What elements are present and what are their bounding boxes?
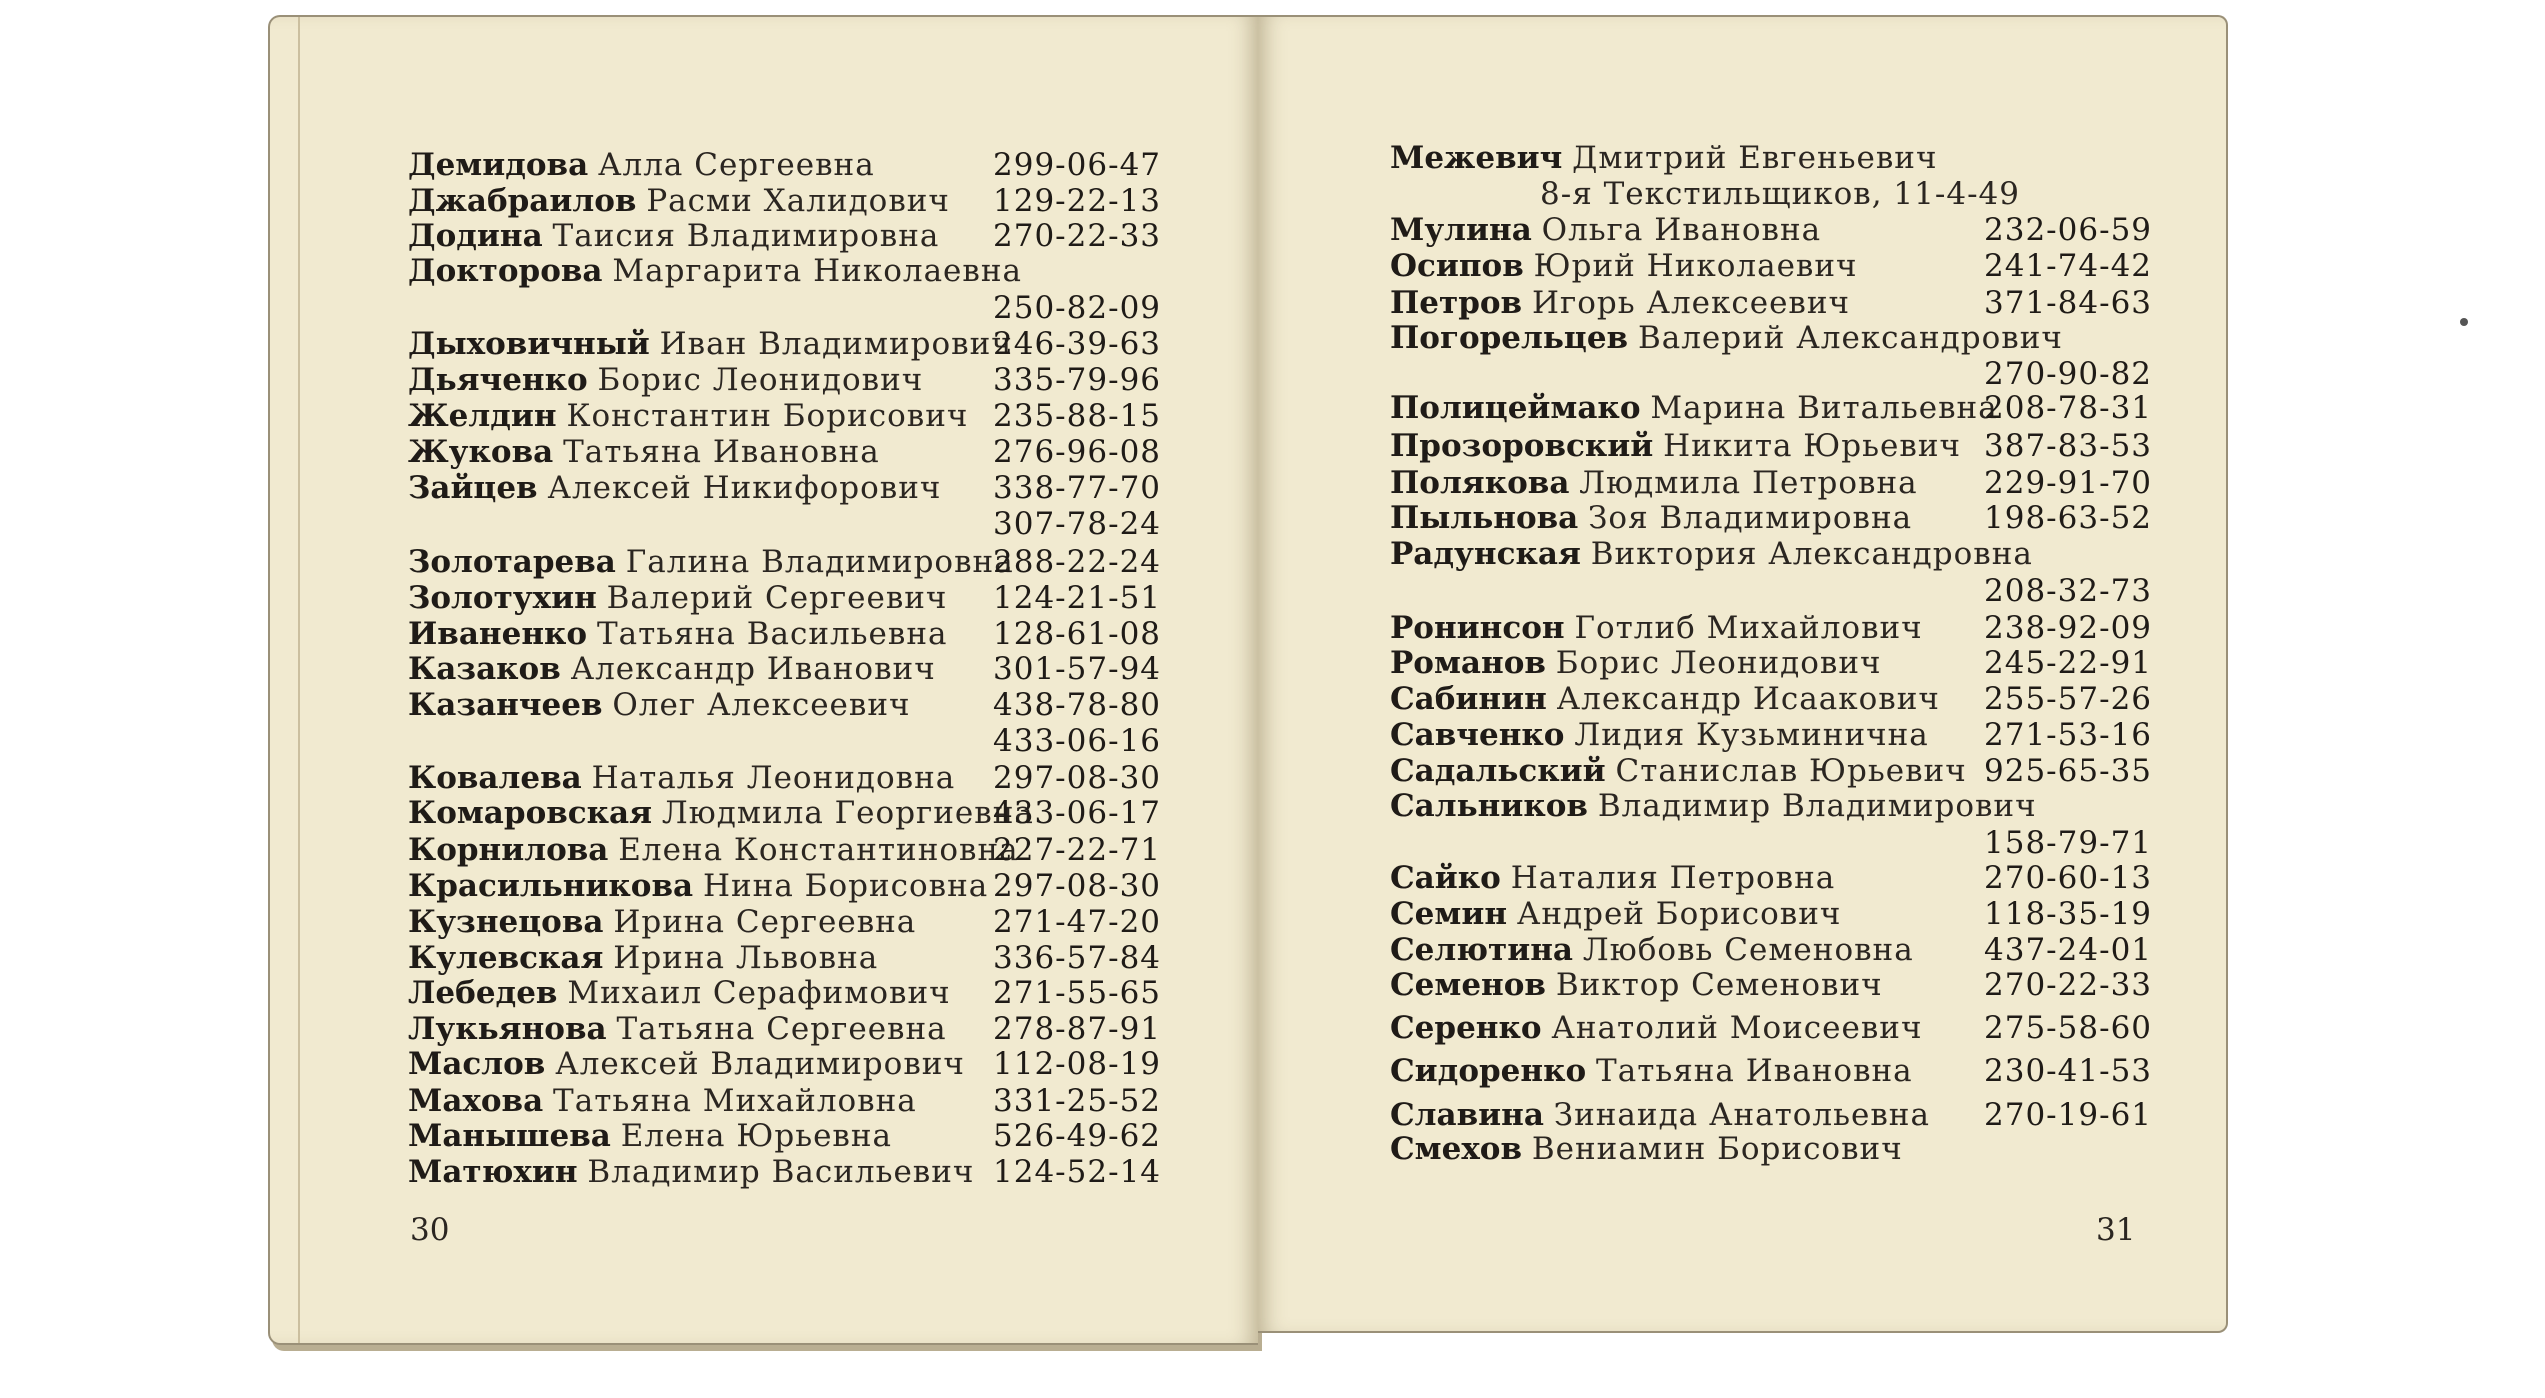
entry-surname: Радунская	[1390, 536, 1581, 572]
directory-entry	[408, 217, 939, 255]
directory-entry	[408, 252, 1022, 290]
entry-given-name: Наталия Петровна	[1510, 860, 1836, 896]
entry-surname: Семенов	[1390, 967, 1546, 1003]
entry-given-name: Константин Борисович	[566, 398, 969, 434]
entry-phone-number: 278-87-91	[993, 1011, 1162, 1047]
entry-surname: Романов	[1390, 645, 1546, 681]
paper-speck	[2460, 318, 2468, 326]
entry-phone-number: 336-57-84	[993, 940, 1162, 976]
directory-entry	[1390, 319, 2063, 357]
entry-surname: Савченко	[1390, 717, 1565, 753]
entry-phone-number: 271-47-20	[993, 904, 1162, 940]
entry-surname: Красильникова	[408, 868, 694, 904]
entry-phone-number: 229-91-70	[1984, 465, 2153, 501]
entry-given-name: Борис Леонидович	[597, 362, 924, 398]
entry-given-name: Зинаида Анатольевна	[1553, 1097, 1930, 1133]
directory-entry	[408, 397, 968, 435]
directory-entry	[1390, 716, 1929, 754]
entry-surname: Сайко	[1390, 860, 1501, 896]
entry-surname: Смехов	[1390, 1131, 1523, 1167]
entry-given-name: Таисия Владимировна	[552, 218, 940, 254]
entry-surname: Лебедев	[408, 975, 558, 1011]
entry-phone-number: 437-24-01	[1984, 932, 2153, 968]
directory-entry	[1390, 895, 1841, 933]
entry-phone-number: 433-06-16	[993, 723, 1162, 759]
entry-surname: Прозоровский	[1390, 428, 1654, 464]
entry-surname: Межевич	[1390, 140, 1563, 176]
entry-given-name: Никита Юрьевич	[1663, 428, 1961, 464]
directory-entry	[408, 325, 1013, 363]
directory-entry	[408, 939, 878, 977]
entry-phone-number: 232-06-59	[1984, 212, 2153, 248]
entry-given-name: Михаил Серафимович	[567, 975, 951, 1011]
entry-surname: Желдин	[408, 398, 557, 434]
entry-surname: Кулевская	[408, 940, 604, 976]
entry-phone-number: 288-22-24	[993, 544, 1162, 580]
directory-entry	[408, 759, 955, 797]
directory-entry	[1390, 211, 1821, 249]
entry-phone-number: 128-61-08	[993, 616, 1162, 652]
entry-given-name: Людмила Петровна	[1579, 465, 1918, 501]
entry-given-name: Татьяна Ивановна	[1596, 1053, 1913, 1089]
entry-given-name: Марина Витальевна	[1650, 390, 1998, 426]
directory-entry	[1390, 1096, 1930, 1134]
entry-phone-number: 208-78-31	[1984, 390, 2153, 426]
entry-surname: Манышева	[408, 1118, 611, 1154]
entry-given-name: Юрий Николаевич	[1533, 248, 1858, 284]
entry-surname: Дыховичный	[408, 326, 650, 362]
directory-entry	[408, 1082, 917, 1120]
entry-phone-number: 925-65-35	[1984, 753, 2153, 789]
entry-given-name: Наталья Леонидовна	[591, 760, 956, 796]
entry-given-name: Александр Исаакович	[1556, 681, 1940, 717]
directory-entry	[1540, 175, 2020, 213]
directory-entry	[1390, 966, 1883, 1004]
entry-surname: Казаков	[408, 651, 561, 687]
entry-surname: Комаровская	[408, 795, 653, 831]
entry-surname: Сабинин	[1390, 681, 1547, 717]
entry-surname: Демидова	[408, 147, 589, 183]
entry-given-name: Игорь Алексеевич	[1531, 285, 1851, 321]
entry-given-name: Любовь Семеновна	[1582, 932, 1914, 968]
entry-given-name: Елена Юрьевна	[620, 1118, 893, 1154]
entry-phone-number: 112-08-19	[993, 1046, 1162, 1082]
entry-surname: Матюхин	[408, 1154, 578, 1190]
entry-surname: Маслов	[408, 1046, 546, 1082]
entry-surname: Джабраилов	[408, 183, 637, 219]
entry-surname: Сидоренко	[1390, 1053, 1587, 1089]
directory-entry	[408, 146, 875, 184]
entry-given-name: Алла Сергеевна	[598, 147, 875, 183]
entry-given-name: Станислав Юрьевич	[1615, 753, 1967, 789]
entry-phone-number: 270-22-33	[1984, 967, 2153, 1003]
entry-given-name: Владимир Васильевич	[587, 1154, 975, 1190]
directory-entry	[1390, 1052, 1913, 1090]
entry-surname: Садальский	[1390, 753, 1606, 789]
entry-surname: Славина	[1390, 1097, 1544, 1133]
directory-entry	[408, 543, 1014, 581]
entry-phone-number: 129-22-13	[993, 183, 1162, 219]
entry-phone-number: 118-35-19	[1984, 896, 2153, 932]
entry-phone-number: 438-78-80	[993, 687, 1162, 723]
directory-entry	[1390, 464, 1918, 502]
entry-phone-number: 270-90-82	[1984, 356, 2153, 392]
entry-given-name: Алексей Владимирович	[555, 1046, 965, 1082]
directory-entry	[1390, 609, 1923, 647]
entry-given-name: Ирина Сергеевна	[613, 904, 917, 940]
entry-phone-number: 198-63-52	[1984, 500, 2153, 536]
entry-surname: Ронинсон	[1390, 610, 1565, 646]
entry-surname: Зайцев	[408, 470, 538, 506]
entry-surname: Ковалева	[408, 760, 582, 796]
entry-phone-number: 208-32-73	[1984, 573, 2153, 609]
entry-phone-number: 301-57-94	[993, 651, 1162, 687]
entry-surname: Серенко	[1390, 1010, 1542, 1046]
page-edge-line	[298, 17, 300, 1343]
entry-given-name: Маргарита Николаевна	[612, 253, 1022, 289]
page-number-left: 30	[410, 1212, 450, 1248]
entry-phone-number: 270-19-61	[1984, 1097, 2153, 1133]
directory-entry	[1390, 499, 1912, 537]
entry-phone-number: 276-96-08	[993, 434, 1162, 470]
entry-given-name: Расми Халидович	[646, 183, 950, 219]
entry-surname: Кузнецова	[408, 904, 604, 940]
directory-entry	[1390, 1130, 1903, 1168]
directory-entry	[408, 469, 941, 507]
directory-entry	[408, 1010, 947, 1048]
entry-given-name: Елена Константиновна	[618, 832, 1019, 868]
entry-surname: Селютина	[1390, 932, 1574, 968]
entry-surname: Корнилова	[408, 832, 609, 868]
entry-phone-number: 245-22-91	[1984, 645, 2153, 681]
entry-surname: Иваненко	[408, 616, 588, 652]
entry-phone-number: 271-55-65	[993, 975, 1162, 1011]
entry-given-name: Людмила Георгиевна	[661, 795, 1034, 831]
entry-phone-number: 230-41-53	[1984, 1053, 2153, 1089]
directory-entry	[408, 974, 951, 1012]
entry-given-name: Виктория Александровна	[1590, 536, 2033, 572]
directory-entry	[1390, 247, 1858, 285]
entry-phone-number: 250-82-09	[993, 290, 1162, 326]
directory-entry	[408, 433, 880, 471]
entry-phone-number: 124-52-14	[993, 1154, 1162, 1190]
entry-phone-number: 270-60-13	[1984, 860, 2153, 896]
entry-phone-number: 255-57-26	[1984, 681, 2153, 717]
left-page	[268, 15, 1258, 1345]
entry-given-name: Андрей Борисович	[1516, 896, 1842, 932]
directory-entry	[1390, 1009, 1922, 1047]
entry-phone-number: 335-79-96	[993, 362, 1162, 398]
entry-given-name: Вениамин Борисович	[1531, 1131, 1903, 1167]
entry-given-name: Владимир Владимирович	[1597, 788, 2037, 824]
directory-entry	[1390, 931, 1914, 969]
entry-given-name: Иван Владимирович	[659, 326, 1013, 362]
entry-phone-number: 387-83-53	[1984, 428, 2153, 464]
entry-phone-number: 270-22-33	[993, 218, 1162, 254]
entry-phone-number: 526-49-62	[993, 1118, 1162, 1154]
directory-entry	[408, 794, 1034, 832]
entry-phone-number: 371-84-63	[1984, 285, 2153, 321]
directory-entry	[408, 182, 950, 220]
entry-phone-number: 238-92-09	[1984, 610, 2153, 646]
right-page	[1258, 15, 2228, 1333]
entry-given-name: Александр Иванович	[570, 651, 936, 687]
entry-surname: Жукова	[408, 434, 554, 470]
entry-given-name: Татьяна Ивановна	[563, 434, 880, 470]
entry-surname: Пыльнова	[1390, 500, 1579, 536]
entry-surname: Петров	[1390, 285, 1523, 321]
entry-phone-number: 338-77-70	[993, 470, 1162, 506]
entry-phone-number: 124-21-51	[993, 580, 1162, 616]
entry-given-name: Валерий Сергеевич	[606, 580, 948, 616]
entry-surname: Полицеймако	[1390, 390, 1641, 426]
entry-phone-number: 241-74-42	[1984, 248, 2153, 284]
entry-given-name: Виктор Семенович	[1555, 967, 1883, 1003]
entry-surname: Мулина	[1390, 212, 1532, 248]
entry-given-name: Татьяна Васильевна	[596, 616, 948, 652]
entry-surname: Осипов	[1390, 248, 1524, 284]
directory-entry	[408, 361, 923, 399]
entry-phone-number: 275-58-60	[1984, 1010, 2153, 1046]
directory-entry	[408, 903, 916, 941]
entry-phone-number: 307-78-24	[993, 506, 1162, 542]
directory-entry	[1390, 752, 1967, 790]
entry-surname: Дьяченко	[408, 362, 588, 398]
entry-surname: Лукьянова	[408, 1011, 607, 1047]
directory-entry	[1390, 427, 1961, 465]
entry-phone-number: 227-22-71	[993, 832, 1162, 868]
entry-given-name: Алексей Никифорович	[547, 470, 942, 506]
page-number-right: 31	[2096, 1212, 2136, 1248]
entry-surname: Семин	[1390, 896, 1508, 932]
entry-surname: Додина	[408, 218, 543, 254]
directory-entry	[408, 867, 988, 905]
entry-surname: Полякова	[1390, 465, 1570, 501]
entry-phone-number: 433-06-17	[993, 795, 1162, 831]
directory-entry	[408, 650, 936, 688]
entry-given-name: Татьяна Сергеевна	[616, 1011, 947, 1047]
entry-surname: Сальников	[1390, 788, 1588, 824]
entry-given-name: Валерий Александрович	[1637, 320, 2063, 356]
directory-entry	[1390, 139, 1937, 177]
entry-given-name: Татьяна Михайловна	[553, 1083, 917, 1119]
directory-entry	[408, 579, 947, 617]
entry-given-name: Борис Леонидович	[1555, 645, 1882, 681]
entry-surname: Погорельцев	[1390, 320, 1629, 356]
entry-phone-number: 331-25-52	[993, 1083, 1162, 1119]
entry-phone-number: 158-79-71	[1984, 825, 2153, 861]
entry-given-name: Зоя Владимировна	[1588, 500, 1913, 536]
directory-entry	[1390, 389, 1998, 427]
entry-surname: Золотухин	[408, 580, 597, 616]
directory-entry	[408, 1045, 965, 1083]
entry-given-name: Ирина Львовна	[613, 940, 879, 976]
directory-entry	[408, 686, 911, 724]
entry-given-name: Ольга Ивановна	[1541, 212, 1822, 248]
entry-surname: Махова	[408, 1083, 544, 1119]
entry-given-name: Галина Владимировна	[625, 544, 1014, 580]
entry-surname: Докторова	[408, 253, 603, 289]
directory-entry	[408, 831, 1019, 869]
directory-entry	[408, 1153, 974, 1191]
entry-phone-number: 246-39-63	[993, 326, 1162, 362]
entry-phone-number: 235-88-15	[993, 398, 1162, 434]
entry-phone-number: 299-06-47	[993, 147, 1162, 183]
entry-surname: Казанчеев	[408, 687, 603, 723]
entry-given-name: Готлиб Михайлович	[1574, 610, 1923, 646]
entry-given-name: Анатолий Моисеевич	[1551, 1010, 1923, 1046]
directory-entry	[1390, 644, 1882, 682]
directory-entry	[408, 1117, 892, 1155]
entry-given-name: Лидия Кузьминична	[1574, 717, 1929, 753]
entry-phone-number: 297-08-30	[993, 760, 1162, 796]
entry-given-name: Дмитрий Евгеньевич	[1572, 140, 1938, 176]
directory-entry	[1390, 859, 1835, 897]
directory-entry	[1390, 284, 1850, 322]
entry-surname: Золотарева	[408, 544, 616, 580]
directory-entry	[1390, 680, 1940, 718]
directory-entry	[1390, 787, 2037, 825]
phone-directory-booklet	[268, 15, 2228, 1345]
entry-given-name: Нина Борисовна	[702, 868, 989, 904]
entry-phone-number: 297-08-30	[993, 868, 1162, 904]
directory-entry	[1390, 535, 2033, 573]
entry-given-name: Олег Алексеевич	[612, 687, 911, 723]
entry-phone-number: 271-53-16	[1984, 717, 2153, 753]
entry-given-name: 8-я Текстильщиков, 11-4-49	[1540, 176, 2020, 212]
directory-entry	[408, 615, 948, 653]
